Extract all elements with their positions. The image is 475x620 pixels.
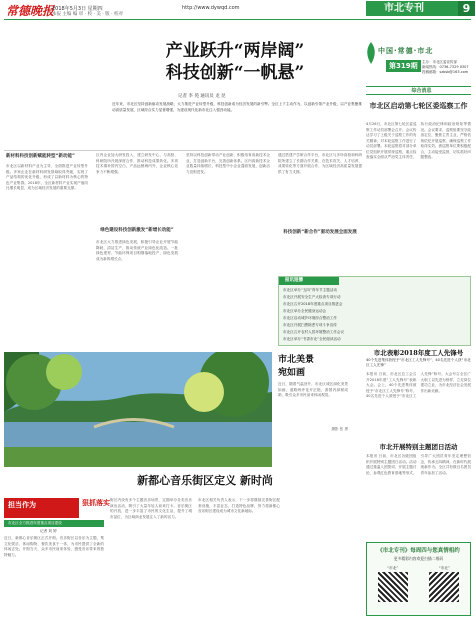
page-number: 9: [458, 1, 475, 16]
kicker-box: [4, 498, 79, 518]
lead-byline: 记者 李 苑 通讯员 龙 昆: [178, 94, 226, 99]
lead-column-2: 区内企业加大研发投入，建立研发中心，与高校、科研院所开展深度合作，推动科技成果转化。多项技术填补国内空白，产品远销海内外，企业核心竞争力不断增强。: [96, 153, 178, 174]
story3-text: 本报讯 日前，市北区各级团组织开展特别主题团日活动。活动通过重温入团誓词、开展主题讨论、参观红色教育基地等形式，引导广大团员青年坚定理想信念，传承五四精神，在新时代展现新作为。全区共有数百名团员青年参加了活动。: [366, 454, 471, 475]
divider: [4, 150, 362, 151]
lead-column-3: 市北区大力推进绿色发展，积极引导企业开展节能降耗、清洁生产，推动传统产业绿色化改造。一批绿色建材、节能环保项目相继落地投产，绿色发展成为新的增长点。: [96, 240, 178, 261]
music-street-headline: 新都心音乐街区定义 新时尚: [137, 474, 273, 487]
notice-item[interactable]: 市北区开展扫黑除恶专项斗争宣传: [283, 323, 337, 327]
story3-title: 市北开展特别主题团日活动: [379, 443, 458, 451]
story1-title: 市北区启动第七轮区委巡察工作: [369, 101, 468, 110]
lead-headline-2: 科技创新“一帆悬”: [165, 63, 305, 83]
story2-subtitle: 40个先进集体获授予“市北区工人先锋号”，40名先进个人获“市北区工人先锋”: [366, 358, 471, 367]
lead-subhead-3: 科技创新“新合作”驱动发展全面发展: [283, 230, 357, 235]
leaf-logo-icon: [366, 42, 376, 64]
top-rule: [4, 19, 471, 20]
notice-item[interactable]: 市北区举办“五四”青年节主题活动: [283, 288, 338, 292]
issue-date: 2018年5月3日 星期四: [52, 6, 103, 12]
music-byline: 记者 刘 婷: [40, 529, 57, 533]
lead-subhead-2: 绿色建设科技创新激发“新增长动能”: [100, 228, 174, 233]
qr-code-icon[interactable]: [378, 572, 408, 602]
issue-label: 第319期: [386, 60, 421, 72]
notice-list: [279, 285, 470, 345]
park-photo-image: [4, 352, 272, 467]
park-photo: [4, 352, 272, 467]
story2-title: 市北表彰2018年度工人先锋号: [373, 349, 464, 357]
notice-item[interactable]: 市北区举办“书香市北”全民阅读活动: [283, 337, 341, 341]
qr-label-2: “市北”: [438, 566, 450, 570]
lead-column-4: 坚持以科技创新带动产业创新，积极培育高新技术企业，打造创新平台，完善创新体系。区内高新技术企业数量持续增长，科技型中小企业蓬勃发展，创新活力竞相迸发。: [186, 153, 270, 174]
bulletin-title: 综合消息: [366, 86, 471, 95]
qr-code-icon[interactable]: [429, 572, 459, 602]
notice-item[interactable]: 市北区举办全民健身运动会: [283, 309, 327, 313]
notice-item[interactable]: 市北区启动城乡环境综合整治工作: [283, 316, 337, 320]
photo-caption-title: 市北美景 宛如画: [278, 355, 315, 378]
notice-title: 报讯短播: [279, 277, 339, 285]
kicker-title-2: 狠抓落实: [82, 499, 110, 507]
photo-caption-text: 近日，随着气温回升，市北区城区绿化美景如画，道路两旁花开正艳，游园内绿树成荫，吸引众多市民前来休闲观赏。: [278, 382, 348, 397]
music-column-1: 近日，新都心音乐街区正式开街。音乐街区以音乐为主题，集文化娱乐、休闲购物、餐饮美食于一体，为市民提供了全新的休闲去处。开街当天，众多市民前来体验，感受音乐带来的独特魅力。: [4, 536, 104, 557]
lead-intro: 近年来，市北区坚持创新驱动发展战略，大力推进产业转型升级，科技创新成为经济发展的新引擎。全区上下主动作为，以创新引领产业升级，以产业集聚推动高质量发展，区域综合实力显著增强，为建设现代化新市北注入强劲动能。: [112, 102, 362, 112]
notice-box: [278, 276, 471, 346]
brand-block: [366, 40, 471, 83]
newspaper-logo: 常德晚报: [6, 4, 55, 18]
photo-caption: [278, 352, 348, 432]
story2-text: 本报讯 日前，市北区总工会召开2018年度“工人先锋号”表彰大会。会上，40个先进集体被授予“市北区工人先锋号”称号，40名先进个人被授予“市北区工人先锋”称号。大会号召全区广大职工以先进为榜样，立足岗位建功立业，为市北经济社会发展作出新贡献。: [366, 372, 471, 398]
brand-name: 中国·常德·市北: [378, 47, 434, 55]
readers-ad-title: 《市北专刊》每周四与您真情相约: [377, 548, 460, 554]
photo-credit: 摄影 张 勇: [331, 427, 348, 431]
music-column-3: 市北区相关负责人表示，下一步将继续完善街区配套设施，丰富业态，打造特色品牌，努力将新都心音乐街区建设成为城市文化新地标。: [198, 498, 280, 513]
readers-ad-text: 更多精彩内容欢迎扫描二维码: [393, 556, 444, 561]
lead-subhead-1: 新材料科技创新赋能转型“新动能”: [6, 154, 75, 159]
music-column-2: 街区内设有多个主题音乐场景，定期举办各类音乐演出活动，吸引了大量年轻人前来打卡。音乐街区的开放，进一步丰富了市民的文化生活，提升了城市品位，为区域商业发展注入了新的活力。: [110, 498, 192, 519]
notice-item[interactable]: 市北区开展安全生产大检查专项行动: [283, 295, 341, 299]
kicker-sub: 市北区全力推进年度重点项目建设: [4, 520, 104, 527]
lead-headline-1: 产业跃升“两岸阔”: [165, 41, 305, 61]
masthead: [0, 0, 475, 20]
website-url[interactable]: http://www.dywqd.com: [182, 5, 240, 11]
readers-ad: [366, 542, 471, 616]
lead-column-1: 市北区以新材料产业为主导，全面推进产业转型升级。多家企业在新材料研发领域取得突破，实现了产品结构的优化升级，形成了以新材料为核心的特色产业集群。2018年，全区新材料产业实现产值同比增长明显，成为区域经济发展的重要支撑。: [6, 164, 88, 190]
notice-item[interactable]: 市北区召开农村人居环境整治工作会议: [283, 330, 345, 334]
lead-column-5: 通过搭建产学研合作平台，市北区与多所高校和科研院所建立了长期合作关系，在技术攻关、人才培养、成果转化等方面开展合作，为区域经济高质量发展提供了有力支撑。: [278, 153, 362, 174]
section-band: 市北专刊: [366, 1, 458, 16]
qr-label-1: “市北”: [387, 566, 399, 570]
brand-info: 主办：市北区委宣传部 新闻热线：0736-7329 0307 投稿邮箱：szbsb@163.com: [422, 60, 469, 74]
story1-text: 4月26日，市北区第七轮区委巡察工作动员部署会召开。会议传达学习了上级关于巡察工作的有关精神，对本轮巡察工作进行了动员部署。本轮巡察将对部分单位党组织开展常规巡察，重点检查落实全面从严治党主体责任、执行政治纪律和政治规矩等情况。会议要求，巡察组要坚守政治定位，聚焦主责主业，严格依规依纪开展巡察，确保巡察工作取得实效。被巡察单位要积极配合，主动接受监督，切实抓好问题整改。: [366, 122, 471, 159]
notice-item[interactable]: 市北区召开2018年度重点项目推进会: [283, 302, 343, 306]
kicker-title: 担当作为: [8, 501, 36, 509]
editor-line: 本报 主编 编 审 · 校 · 美 · 版 · 校对: [52, 12, 123, 17]
